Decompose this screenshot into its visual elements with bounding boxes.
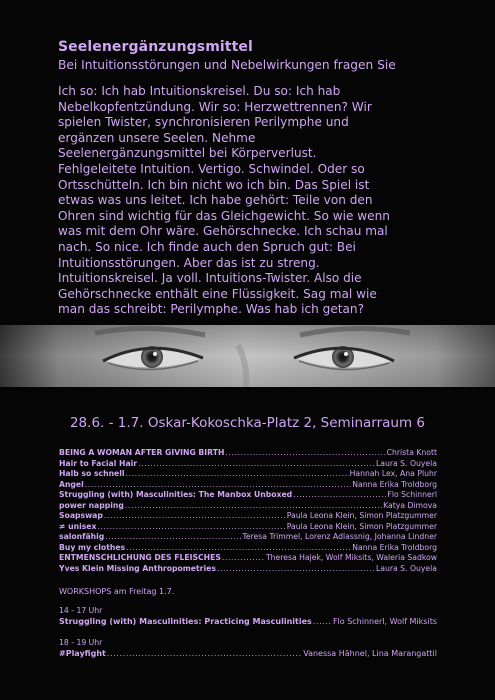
dot-leader xyxy=(97,522,285,533)
poster-title: Seelenergänzungsmittel xyxy=(58,39,253,55)
program-item xyxy=(59,448,437,459)
program-item xyxy=(59,522,437,533)
program-title: Soapswap xyxy=(59,511,103,521)
program-list xyxy=(59,448,437,575)
dot-leader xyxy=(293,490,386,501)
body-line: nach. So nice. Ich finde auch den Spruch gut: Bei xyxy=(58,239,356,254)
body-line: Seelenergänzungsmittel bei Körperverlust. xyxy=(58,146,317,161)
dot-leader xyxy=(217,564,375,575)
program-names: Christa Knott xyxy=(386,448,437,457)
program-names: Laura S. Ouyela xyxy=(376,564,437,574)
body-line: Intuitionskreisel. Ja voll. Intuitions-Twister. Also die xyxy=(58,271,362,286)
program-title: Hair to Facial Hair xyxy=(59,458,138,468)
dot-leader xyxy=(107,648,302,659)
dot-leader xyxy=(126,543,351,554)
program-names: Flo Schinnerl xyxy=(387,490,437,500)
body-line: Ohren sind wichtig für das Gleichgewicht. So wie wenn xyxy=(58,208,390,223)
program-item xyxy=(59,490,437,501)
workshop-time: 14 - 17 Uhr xyxy=(59,606,103,615)
body-line: was mit dem Ohr wäre. Gehörschnecke. Ich schau mal xyxy=(58,224,388,239)
workshop-item xyxy=(59,605,437,627)
program-title: power napping xyxy=(59,500,124,510)
eyes-photo xyxy=(0,325,495,387)
program-names: Paula Leona Klein, Simon Platzgummer xyxy=(286,511,437,521)
dot-leader xyxy=(126,469,349,480)
program-names: Theresa Hajek, Wolf Miksits, Waleria Sadkow xyxy=(265,553,437,563)
program-names: Hannah Lex, Ana Pluhr xyxy=(349,469,437,479)
poster-subtitle: Bei Intuitionsstörungen und Nebelwirkungen fragen Sie xyxy=(58,58,396,72)
dot-leader xyxy=(105,532,241,543)
program-item xyxy=(59,564,437,575)
dot-leader xyxy=(104,511,286,522)
body-line: Nebelkopfentzündung. Wir so: Herzwettrennen? Wir xyxy=(58,99,372,114)
workshop-title: Struggling (with) Masculinities: Practicing Masculinities xyxy=(59,617,312,626)
program-names: Nanna Erika Troldborg xyxy=(352,479,437,489)
workshop-names: Flo Schinnerl, Wolf Miksits xyxy=(332,617,437,626)
program-item xyxy=(59,511,437,522)
event-dates-location: 28.6. - 1.7. Oskar-Kokoschka-Platz 2, Seminarraum 6 xyxy=(69,415,426,431)
program-names: Laura S. Ouyela xyxy=(376,458,437,468)
program-item xyxy=(59,532,437,543)
body-line: Ich so: Ich hab Intuitionskreisel. Du so: Ich hab xyxy=(58,84,341,98)
program-item xyxy=(59,543,437,554)
workshop-time: 18 - 19 Uhr xyxy=(59,638,103,647)
workshop-names: Vanessa Hähnel, Lina Marangattil xyxy=(303,649,437,658)
program-title: Halb so schnell xyxy=(59,469,125,479)
program-title: Buy my clothes xyxy=(59,542,126,552)
body-line: Intuitionsstörungen. Aber das ist zu streng. xyxy=(58,255,320,270)
program-title: Struggling (with) Masculinities: The Manbox Unboxed xyxy=(59,490,293,500)
program-title: salonfähig xyxy=(59,532,105,542)
body-line: spielen Twister, synchronisieren Perilymphe und xyxy=(58,115,349,130)
workshop-item xyxy=(59,637,437,659)
dot-leader xyxy=(313,616,332,627)
dot-leader xyxy=(222,553,265,564)
workshops-label: WORKSHOPS am Freitag 1.7. xyxy=(59,587,175,596)
body-line: man das schreibt: Perilymphe. Was hab ich getan? xyxy=(58,302,365,317)
program-title: Angel xyxy=(59,479,84,489)
dot-leader xyxy=(125,501,382,512)
program-item xyxy=(59,501,437,512)
dot-leader xyxy=(85,480,351,491)
body-line: etwas was uns leitet. Ich habe gehört: Teile von den xyxy=(58,193,373,208)
dot-leader xyxy=(225,448,385,459)
program-names: Nanna Erika Troldborg xyxy=(352,542,437,552)
program-item xyxy=(59,459,437,470)
body-line: Gehörschnecke enthält eine Flüssigkeit. Sag mal wie xyxy=(58,286,377,301)
program-names: Teresa Trimmel, Lorenz Adlassnig, Johanna Lindner xyxy=(242,532,437,542)
body-line: ergänzen unsere Seelen. Nehme xyxy=(58,130,256,145)
program-names: Paula Leona Klein, Simon Platzgummer xyxy=(286,521,437,531)
program-item xyxy=(59,553,437,564)
program-item xyxy=(59,469,437,480)
body-line: Ortsschütteln. Ich bin nicht wo ich bin. Das Spiel ist xyxy=(58,177,370,192)
workshop-title: #Playfight xyxy=(59,649,106,658)
program-item xyxy=(59,480,437,491)
body-line: Fehlgeleitete Intuition. Vertigo. Schwindel. Oder so xyxy=(58,161,365,176)
dot-leader xyxy=(138,459,375,470)
program-title: ≠ unisex xyxy=(59,521,97,531)
body-text xyxy=(58,84,458,318)
program-names: Katya Dimova xyxy=(383,500,437,510)
program-title: ENTMENSCHLICHUNG DES FLEISCHES xyxy=(59,553,221,563)
program-title: BEING A WOMAN AFTER GIVING BIRTH xyxy=(59,448,225,457)
program-title: Yves Klein Missing Anthropometries xyxy=(59,564,216,574)
